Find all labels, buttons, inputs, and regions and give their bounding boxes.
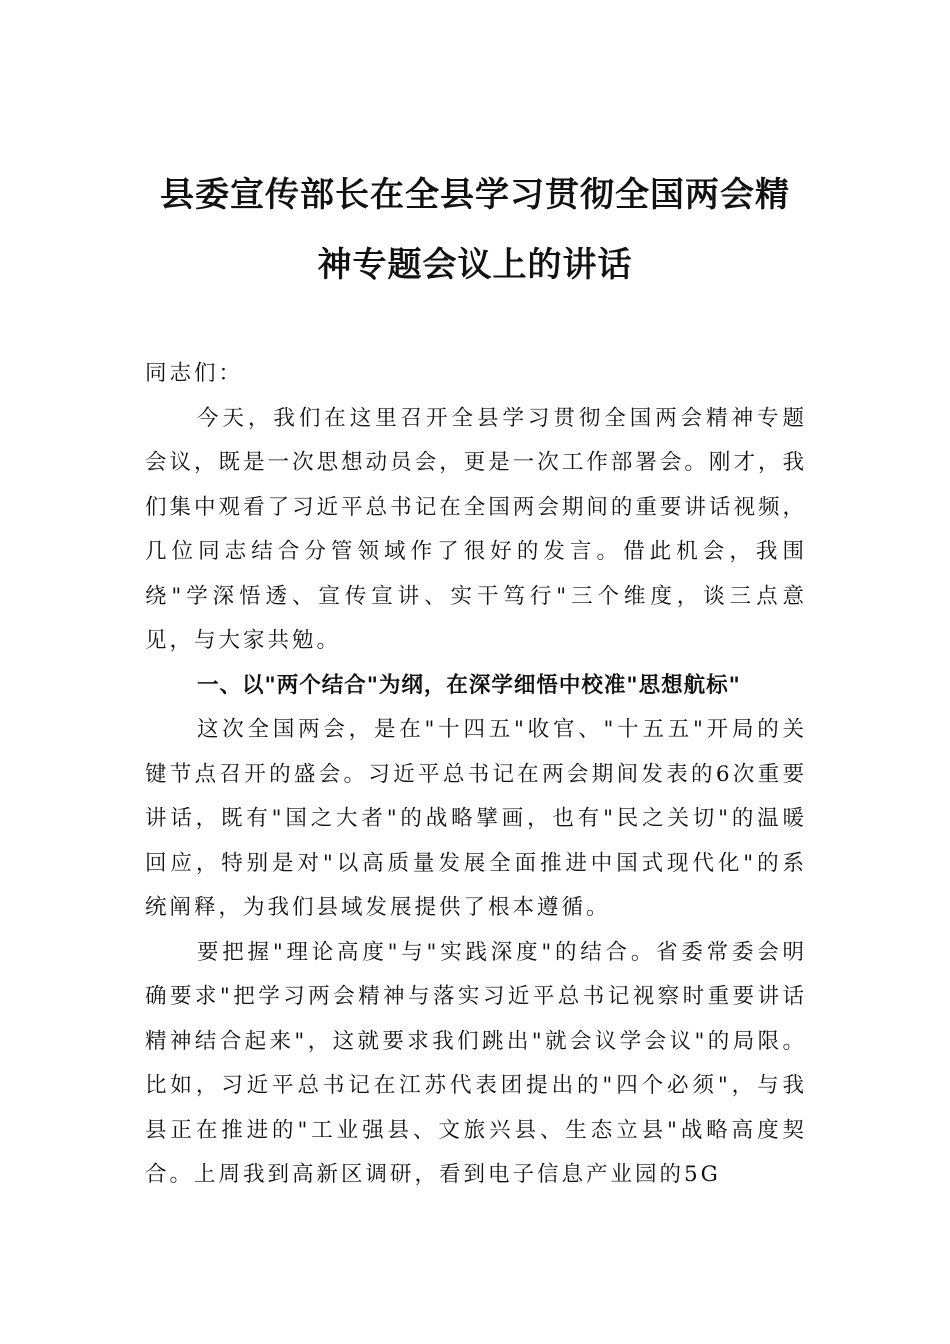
document-body	[145, 352, 807, 1198]
document-title-line-1: 县委宣传部长在全县学习贯彻全国两会精	[160, 175, 790, 215]
section-heading-1: 一、以"两个结合"为纲，在深学细悟中校准"思想航标"	[197, 672, 741, 698]
paragraph-section1-a: 这次全国两会，是在"十四五"收官、"十五五"开局的关键节点召开的盛会。习近平总书记在两会期间发表的6次重要讲话，既有"国之大者"的战略擘画，也有"民之关切"的温暖回应，特别是对"以高质量发展全面推进中国式现代化"的系统阐释，为我们县域发展提供了根本遵循。	[145, 717, 807, 920]
paragraph-intro: 今天，我们在这里召开全县学习贯彻全国两会精神专题会议，既是一次思想动员会，更是一次工作部署会。刚才，我们集中观看了习近平总书记在全国两会期间的重要讲话视频，几位同志结合分管领域作了很好的发言。借此机会，我围绕"学深悟透、宣传宣讲、实干笃行"三个维度，谈三点意见，与大家共勉。	[145, 405, 807, 653]
document-title-line-2: 神专题会议上的讲话	[317, 245, 633, 285]
salutation: 同志们：	[145, 361, 244, 386]
paragraph-section1-b: 要把握"理论高度"与"实践深度"的结合。省委常委会明确要求"把学习两会精神与落实习近平总书记视察时重要讲话精神结合起来"，这就要求我们跳出"就会议学会议"的局限。比如，习近平总书记在江苏代表团提出的"四个必须"，与我县正在推进的"工业强县、文旅兴县、生态立县"战略高度契合。上周我到高新区调研，看到电子信息产业园的5G	[145, 939, 807, 1187]
